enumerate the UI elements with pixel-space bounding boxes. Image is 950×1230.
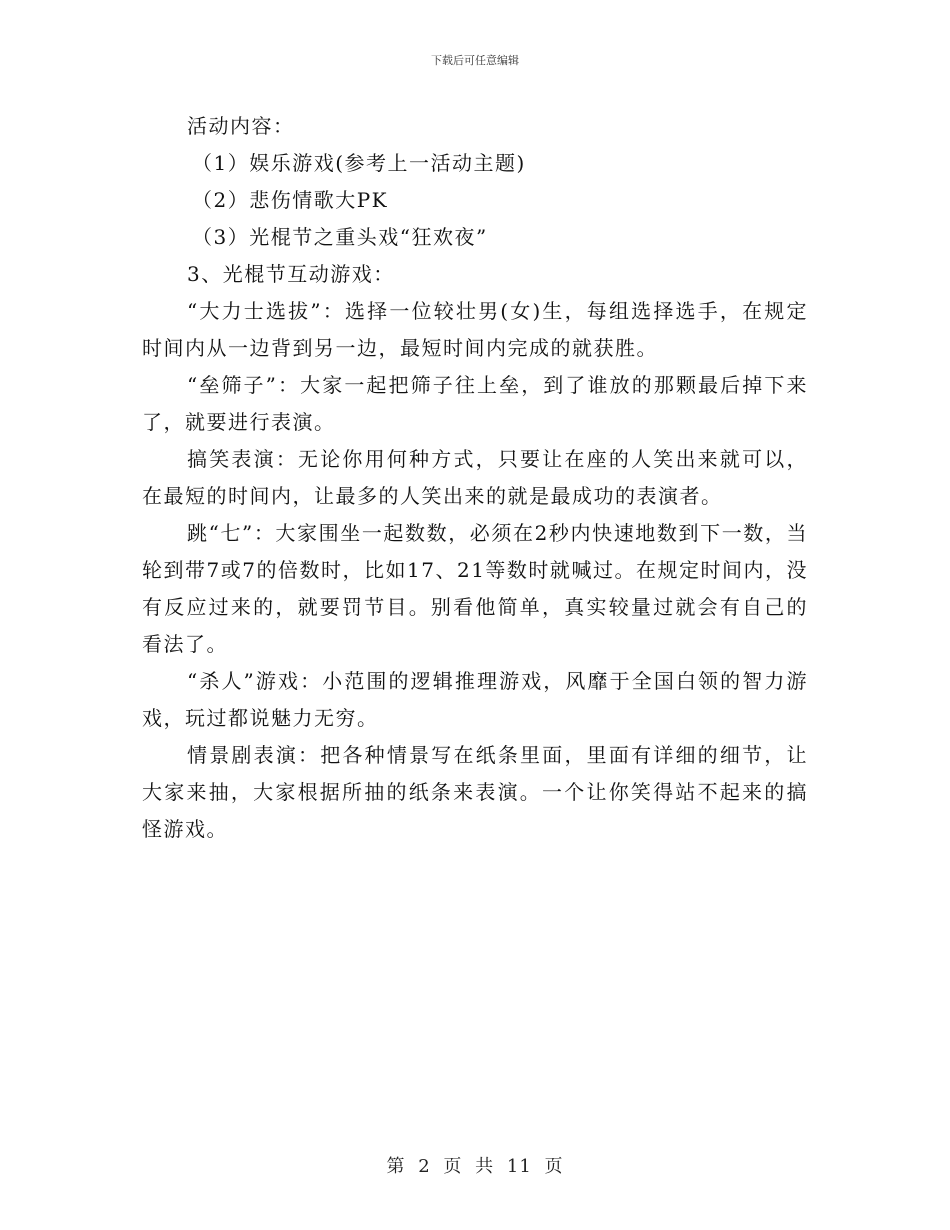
list-item: （3）光棍节之重头戏“狂欢夜” (192, 225, 488, 249)
paragraph-dice-stacking: “垒筛子”：大家一起把筛子往上垒，到了谁放的那颗最后掉下来了，就要进行表演。 (142, 373, 808, 434)
page-header: 下载后可任意编辑 (431, 54, 519, 67)
footer-label-page: 第 (386, 1156, 406, 1177)
activity-title: 活动内容： (187, 114, 295, 138)
paragraph-skit: 情景剧表演：把各种情景写在纸条里面，里面有详细的细节，让大家来抽，大家根据所抽的纸条来表演。一个让你笑得站不起来的搞怪游戏。 (142, 743, 808, 841)
paragraph-strongman: “大力士选拔”：选择一位较壮男(女)生，每组选择选手，在规定时间内从一边背到另一边，最短时间内完成的就获胜。 (142, 299, 808, 360)
document-body (142, 108, 808, 848)
footer-label-pages: 页 (544, 1156, 564, 1177)
paragraph-skip-seven: 跳“七”：大家围坐一起数数，必须在2秒内快速地数到下一数，当轮到带7或7的倍数时，比如17、21等数时就喊过。在规定时间内，没有反应过来的，就要罚节目。别看他简单，真实较量过就会有自己的看法了。 (142, 521, 808, 656)
total-page-count: 11 (506, 1156, 532, 1177)
page-number-footer (0, 1152, 950, 1178)
paragraph-mafia-game: “杀人”游戏：小范围的逻辑推理游戏，风靡于全国白领的智力游戏，玩过都说魅力无穷。 (142, 669, 808, 730)
section-heading: 3、光棍节互动游戏： (187, 262, 395, 286)
footer-label-page-suffix: 页 (443, 1156, 463, 1177)
list-item: （2）悲伤情歌大PK (192, 188, 389, 212)
list-item: （1）娱乐游戏(参考上一活动主题) (192, 151, 526, 175)
current-page-number: 2 (418, 1156, 431, 1177)
footer-label-total: 共 (475, 1156, 495, 1177)
paragraph-comedy-show: 搞笑表演：无论你用何种方式，只要让在座的人笑出来就可以，在最短的时间内，让最多的人笑出来的就是最成功的表演者。 (142, 447, 808, 508)
